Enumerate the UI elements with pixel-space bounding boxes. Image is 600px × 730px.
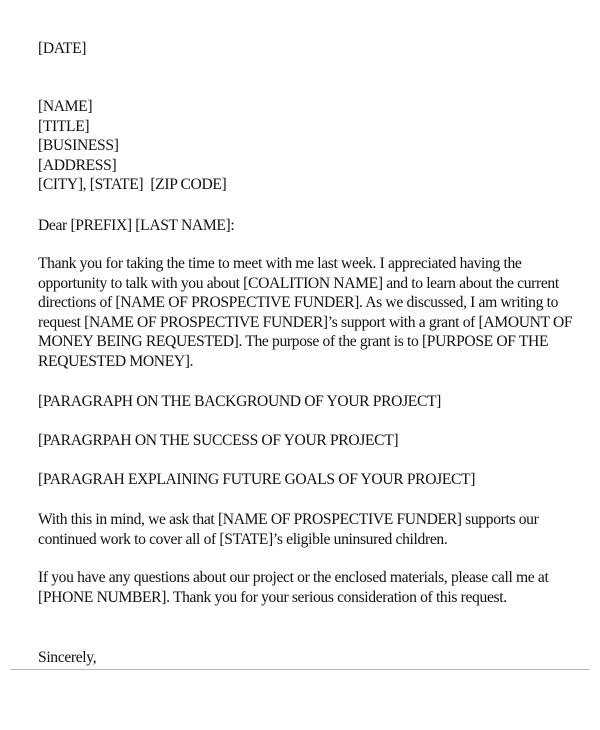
closing: Sincerely, [38, 649, 97, 666]
intro-paragraph [38, 254, 573, 371]
intro-line: Thank you for taking the time to meet with me last week. I appreciated having the [38, 255, 522, 272]
recipient-business: [BUSINESS] [38, 137, 119, 154]
recipient-name: [NAME] [38, 98, 93, 115]
future-goals-paragraph: [PARAGRAH EXPLAINING FUTURE GOALS OF YOUR PROJECT] [38, 471, 476, 488]
intro-line: MONEY BEING REQUESTED]. The purpose of the grant is to [PURPOSE OF THE [38, 333, 549, 350]
recipient-city-state-zip: [CITY], [STATE] [ZIP CODE] [38, 176, 227, 193]
request-line: With this in mind, we ask that [NAME OF PROSPECTIVE FUNDER] supports our [38, 511, 539, 528]
background-paragraph: [PARAGRAPH ON THE BACKGROUND OF YOUR PROJECT] [38, 393, 442, 410]
success-paragraph: [PARAGRPAH ON THE SUCCESS OF YOUR PROJECT] [38, 432, 399, 449]
recipient-address: [ADDRESS] [38, 156, 117, 174]
intro-line: directions of [NAME OF PROSPECTIVE FUNDER]. As we discussed, I am writing to [38, 294, 559, 311]
intro-line: REQUESTED MONEY]. [38, 352, 194, 370]
request-line: continued work to cover all of [STATE]’s eligible uninsured children. [38, 530, 448, 548]
recipient-block [38, 97, 553, 195]
page-divider [10, 669, 590, 670]
questions-line: [PHONE NUMBER]. Thank you for your serious consideration of this request. [38, 588, 507, 606]
questions-paragraph [38, 568, 549, 607]
intro-line: opportunity to talk with you about [COALITION NAME] and to learn about the current [38, 274, 559, 292]
questions-line: If you have any questions about our project or the enclosed materials, please call me at [38, 569, 549, 586]
salutation: Dear [PREFIX] [LAST NAME]: [38, 217, 235, 234]
request-paragraph [38, 510, 538, 549]
intro-line: request [NAME OF PROSPECTIVE FUNDER]’s support with a grant of [AMOUNT OF [38, 313, 573, 331]
recipient-title: [TITLE] [38, 117, 90, 135]
letter-date: [DATE] [38, 40, 87, 57]
